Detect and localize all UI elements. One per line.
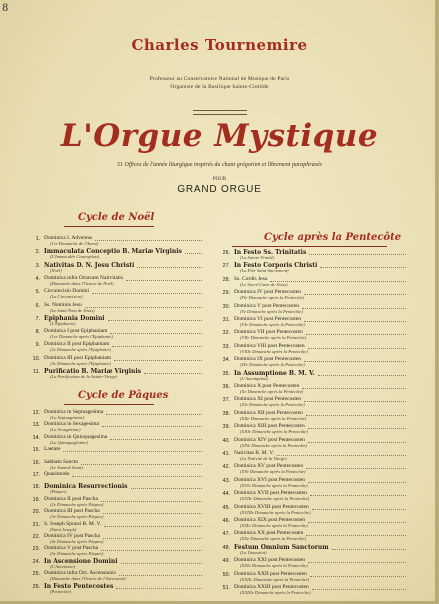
office-title: Dominica XVII post Pentecosten	[234, 490, 307, 497]
office-number: 51.	[222, 585, 230, 591]
dot-leader	[332, 549, 406, 550]
office-number: 32.	[222, 330, 230, 337]
dot-leader	[308, 562, 406, 563]
office-translation: (XXIe Dimanche après la Pentecôte)	[240, 563, 308, 569]
office-translation: (3e Dimanche après Pâques)	[50, 514, 104, 520]
office-title: Epiphania Domini	[44, 314, 105, 322]
rule-paques	[64, 404, 154, 405]
office-number: 31.	[222, 317, 230, 323]
office-number: 12.	[32, 410, 40, 416]
office-number: 9.	[35, 342, 40, 349]
office-title: Purificatio B. Mariæ Virginis	[44, 368, 142, 375]
office-number: 30.	[222, 303, 230, 310]
office-translation: (L'Ascension)	[50, 563, 76, 569]
office-title: Dominica IV post Pentecosten	[234, 289, 301, 296]
list-cycle-pentecote	[210, 250, 410, 600]
dot-leader	[318, 375, 406, 376]
office-title: Dominica infra Octavam Nativitatis	[44, 274, 123, 281]
dot-leader	[302, 308, 406, 309]
dot-leader	[277, 455, 406, 456]
dot-leader	[101, 501, 202, 502]
composer-name: Charles Tournemire	[131, 36, 308, 54]
heading-cycle-paques: Cycle de Pâques	[78, 390, 169, 401]
office-title: Dominica II post Pascha	[44, 495, 98, 502]
office-translation: (La Sainte-Trinité)	[240, 255, 275, 260]
office-number: 20.	[32, 509, 40, 516]
office-number: 23.	[32, 546, 40, 553]
dot-leader	[306, 415, 406, 416]
office-number: 19.	[32, 496, 40, 503]
dot-leader	[85, 307, 202, 308]
dot-leader	[112, 346, 202, 347]
office-translation: (1er Dimanche après l'Epiphanie)	[50, 334, 113, 340]
office-number: 10.	[32, 355, 40, 362]
dot-leader	[308, 442, 406, 443]
dot-leader	[308, 348, 406, 349]
office-translation: (IVe Dimanche après la Pentecôte)	[240, 295, 305, 301]
office-title: Dominica V post Pentecosten	[234, 302, 300, 309]
office-translation: (La Fête Saint-Sacrement)	[240, 268, 289, 274]
office-title: Dominica XII post Pentecosten	[234, 409, 303, 416]
office-number: 28.	[222, 276, 230, 283]
office-translation: (Dimanche dans l'Octave de Noël)	[50, 280, 114, 286]
office-translation: (Le Samedi Saint)	[50, 464, 83, 470]
office-title: Dominica III post Epiphaniam	[44, 354, 112, 361]
dot-leader	[306, 535, 406, 536]
office-number: 13.	[32, 422, 40, 429]
dot-leader	[92, 293, 202, 294]
office-number: 5.	[35, 289, 40, 296]
work-title: L'Orgue Mystique	[60, 118, 379, 154]
page-number: 8	[2, 3, 9, 14]
office-translation: (XIVe Dimanche après la Pentecôte)	[240, 442, 308, 448]
office-title: Dominica infra Oct. Ascensionis	[44, 570, 116, 577]
office-number: 43.	[222, 477, 230, 484]
dot-leader	[114, 360, 202, 361]
dot-leader	[110, 439, 202, 440]
office-title: Sabbato Sancto	[44, 458, 79, 465]
heading-cycle-pentecote: Cycle après la Pentecôte	[264, 232, 402, 243]
dot-leader	[72, 476, 202, 477]
office-translation: (L'Assomption)	[240, 375, 269, 381]
dot-leader	[308, 428, 406, 429]
office-translation: (La Nativité de la Vierge)	[240, 456, 287, 461]
office-translation: (XIIIe Dimanche après la Pentecôte)	[240, 429, 308, 435]
rule-noel	[64, 226, 154, 227]
office-title: Circumcisio Domini	[44, 288, 90, 295]
office-title: Dominica XIII post Pentecosten	[234, 423, 305, 430]
ornament-rule	[193, 110, 247, 115]
office-number: 33.	[222, 343, 230, 350]
dot-leader	[270, 281, 406, 282]
office-translation: (La Sexagésime)	[50, 427, 81, 433]
office-number: 36.	[222, 384, 230, 390]
office-number: 11.	[33, 369, 40, 375]
dot-leader	[110, 333, 202, 334]
office-title: Dominica XV post Pentecosten	[234, 463, 304, 470]
dot-leader	[304, 321, 406, 322]
office-number: 8.	[35, 329, 40, 336]
dot-leader	[81, 464, 202, 465]
office-translation: (Xe Dimanche après la Pentecôte)	[240, 389, 304, 394]
office-title: Dominica IV post Pascha	[44, 533, 100, 539]
office-number: 38.	[222, 410, 230, 417]
office-translation: (IXe Dimanche après la Pentecôte)	[240, 362, 305, 368]
office-number: 21.	[32, 521, 40, 528]
office-title: Dominica I. Adventus	[44, 235, 93, 241]
office-number: 44.	[222, 491, 230, 498]
office-title: Ss. Cordis Jesu	[234, 275, 268, 282]
office-translation: (XVIe Dimanche après la Pentecôte)	[240, 482, 308, 488]
office-translation: (5e Dimanche après Pâques)	[50, 551, 104, 557]
office-title: Ss. Nominis Jesu	[44, 301, 82, 308]
office-translation: (VIe Dimanche après la Pentecôte)	[240, 322, 305, 327]
office-number: 34.	[222, 357, 230, 364]
office-title: Quasimodo	[44, 471, 70, 477]
office-title: Festum Omnium Sanctorum	[234, 543, 329, 551]
dot-leader	[104, 526, 202, 527]
office-number: 2.	[35, 249, 40, 256]
office-number: 18.	[32, 484, 40, 491]
dot-leader	[95, 240, 202, 241]
dot-leader	[144, 373, 202, 374]
office-translation: (La Quinquagésime)	[50, 439, 88, 445]
office-translation: (Le Sacré-Cœur de Jésus)	[240, 281, 288, 287]
office-number: 29.	[222, 290, 230, 297]
dot-leader	[185, 253, 202, 254]
dot-leader	[137, 267, 202, 268]
office-title: Dominica XIV post Pentecosten	[234, 436, 305, 443]
office-number: 41.	[222, 451, 230, 457]
office-number: 48.	[222, 544, 230, 551]
office-title: Dominica XXIII post Pentecosten	[234, 584, 309, 590]
dot-leader	[306, 334, 406, 335]
dot-leader	[106, 414, 202, 415]
office-title: In Assumptione B. M. V.	[234, 369, 315, 377]
office-title: In Festo Corporis Christi	[234, 262, 318, 270]
dot-leader	[304, 361, 406, 362]
office-translation: (Saint Joseph)	[50, 526, 77, 532]
office-number: 40.	[222, 437, 230, 444]
dot-leader	[103, 538, 202, 539]
office-number: 25.	[32, 571, 40, 578]
office-translation: (Pentecôte)	[50, 588, 72, 594]
office-translation: (Pâques)	[50, 489, 67, 495]
office-number: 27.	[222, 263, 230, 270]
credit-line-2: Organiste de la Basilique Sainte-Clotilde	[170, 84, 269, 90]
dot-leader	[304, 401, 406, 402]
office-translation: (4e Dimanche après Pâques)	[50, 539, 104, 544]
office-translation: (XVIIe Dimanche après la Pentecôte)	[240, 496, 310, 502]
office-translation: (2e Dimanche après l'Epiphanie)	[50, 347, 112, 353]
office-title: Dominica XVIII post Pentecosten	[234, 503, 309, 510]
office-number: 14.	[32, 434, 40, 441]
office-translation: (XXIIe Dimanche après la Pentecôte)	[240, 576, 310, 582]
office-title: Dominica III post Pascha	[44, 508, 100, 515]
list-cycle-paques	[20, 410, 206, 600]
office-number: 49.	[222, 558, 230, 565]
office-title: Dominica in Sexagesima	[44, 421, 99, 428]
office-number: 46.	[222, 518, 230, 524]
office-translation: (Le Saint Nom de Jésus)	[50, 307, 95, 313]
office-number: 47.	[222, 531, 230, 538]
office-translation: (XXIIIe Dimanche après la Pentecôte)	[240, 590, 311, 595]
office-number: 42.	[222, 464, 230, 471]
office-title: S. Joseph Sponsi B. M. V.	[44, 520, 102, 527]
pour-label: POUR	[212, 177, 227, 182]
office-translation: (XVe Dimanche après la Pentecôte)	[240, 469, 306, 475]
office-translation: (La Purification de la Sainte-Vierge)	[50, 374, 118, 379]
office-title: Dominica in Septuagesima	[44, 409, 104, 415]
office-translation: (XIIe Dimanche après la Pentecôte)	[240, 415, 307, 421]
dot-leader	[116, 588, 202, 589]
office-title: Dominica I post Epiphaniam	[44, 328, 108, 335]
office-translation: (La Circoncision)	[50, 294, 83, 300]
office-number: 1.	[35, 236, 40, 242]
office-title: Dominica XVI post Pentecosten	[234, 476, 306, 483]
dot-leader	[121, 563, 202, 564]
dot-leader	[312, 509, 406, 510]
office-number: 7.	[35, 315, 40, 322]
dot-leader	[312, 589, 406, 590]
office-number: 24.	[32, 558, 40, 565]
office-number: 37.	[222, 397, 230, 404]
office-title: Dominica XIX post Pentecosten	[234, 517, 306, 523]
office-number: 6.	[35, 302, 40, 309]
dot-leader	[126, 280, 202, 281]
heading-cycle-noel: Cycle de Noël	[78, 212, 155, 223]
dot-leader	[310, 495, 406, 496]
office-number: 35.	[222, 370, 230, 377]
dot-leader	[103, 513, 202, 514]
office-title: Dominica X post Pentecosten	[234, 383, 300, 389]
office-title: In Festo Pentecostes	[44, 582, 114, 590]
office-translation: (2e Dimanche après Pâques)	[50, 501, 104, 507]
dot-leader	[63, 451, 202, 452]
dot-leader	[309, 254, 406, 255]
office-translation: (La Septuagésime)	[50, 415, 85, 420]
office-translation: (XIXe Dimanche après la Pentecôte)	[240, 523, 308, 528]
dot-leader	[101, 550, 202, 551]
dot-leader	[308, 482, 406, 483]
office-number: 16.	[32, 459, 40, 466]
office-title: Dominica II post Epiphaniam	[44, 341, 110, 348]
office-translation: (Noël)	[50, 267, 62, 273]
dot-leader	[310, 576, 406, 577]
dot-leader	[308, 522, 406, 523]
office-title: Dominica Resurrectionis	[44, 483, 128, 491]
office-number: 26.	[32, 583, 40, 590]
page-edge-right	[435, 0, 439, 604]
office-number: 3.	[35, 262, 40, 269]
office-number: 22.	[32, 534, 40, 540]
office-title: In Festo Ss. Trinitatis	[234, 249, 307, 256]
office-number: 15.	[32, 447, 40, 454]
office-number: 17.	[32, 472, 40, 478]
office-number: 39.	[222, 424, 230, 431]
office-title: Immaculata Conceptio B. Mariæ Virginis	[44, 248, 182, 256]
office-translation: (Ve Dimanche après la Pentecôte)	[240, 308, 303, 314]
office-number: 26.	[222, 250, 230, 256]
dot-leader	[304, 294, 406, 295]
dot-leader	[131, 488, 202, 489]
rule-pentecote	[232, 246, 387, 247]
office-title: Dominica IX post Pentecosten	[234, 356, 302, 363]
office-translation: (Dimanche dans l'Octave de l'Ascension)	[50, 576, 126, 582]
dot-leader	[320, 267, 406, 268]
dot-leader	[102, 426, 202, 427]
office-title: Dominica XI post Pentecosten	[234, 396, 302, 403]
office-number: 4.	[35, 275, 40, 282]
office-number: 50.	[222, 571, 230, 578]
office-number: 45.	[222, 504, 230, 511]
office-title: Dominica XX post Pentecosten	[234, 530, 304, 537]
office-title: Dominica XXI post Pentecosten	[234, 557, 306, 564]
work-subtitle: 51 Offices de l'année liturgique inspirés du chant grégorien et librement paraphrasés	[117, 162, 322, 168]
office-translation: (3e Dimanche après l'Epiphanie)	[50, 360, 112, 366]
office-translation: (XIe Dimanche après la Pentecôte)	[240, 402, 305, 408]
office-translation: (La Toussaint)	[240, 549, 267, 555]
office-title: In Ascensione Domini	[44, 557, 118, 565]
office-translation: (L'Immaculée Conception)	[50, 254, 100, 260]
office-translation: (1er Dimanche de l'Avent)	[50, 241, 99, 246]
office-title: Dominica XXII post Pentecosten	[234, 570, 307, 577]
office-translation: (L'Epiphanie)	[50, 320, 76, 326]
credit-line-1: Professeur au Conservatoire National de Musique de Paris	[149, 76, 290, 82]
dot-leader	[306, 468, 406, 469]
office-translation: (VIIIe Dimanche après la Pentecôte)	[240, 348, 308, 354]
office-title: Dominica in Quinquagesima	[44, 433, 108, 440]
office-translation: (VIIe Dimanche après la Pentecôte)	[240, 335, 307, 341]
list-cycle-noel	[20, 236, 206, 386]
dot-leader	[302, 388, 406, 389]
office-title: Laetare	[44, 446, 61, 453]
office-title: Nativitas B. M. V.	[234, 450, 274, 456]
office-title: Dominica VIII post Pentecosten	[234, 342, 305, 349]
office-title: Nativitas D. N. Jesu Christi	[44, 261, 135, 269]
dot-leader	[108, 320, 202, 321]
office-title: Dominica VII post Pentecosten	[234, 329, 303, 336]
dot-leader	[119, 575, 202, 576]
office-title: Dominica VI post Pentecosten	[234, 316, 301, 322]
office-translation: (XVIIIe Dimanche après la Pentecôte)	[240, 509, 311, 515]
office-translation: (XXe Dimanche après la Pentecôte)	[240, 536, 307, 542]
instrument-label: GRAND ORGUE	[177, 184, 262, 195]
office-title: Dominica V post Pascha	[44, 545, 99, 552]
